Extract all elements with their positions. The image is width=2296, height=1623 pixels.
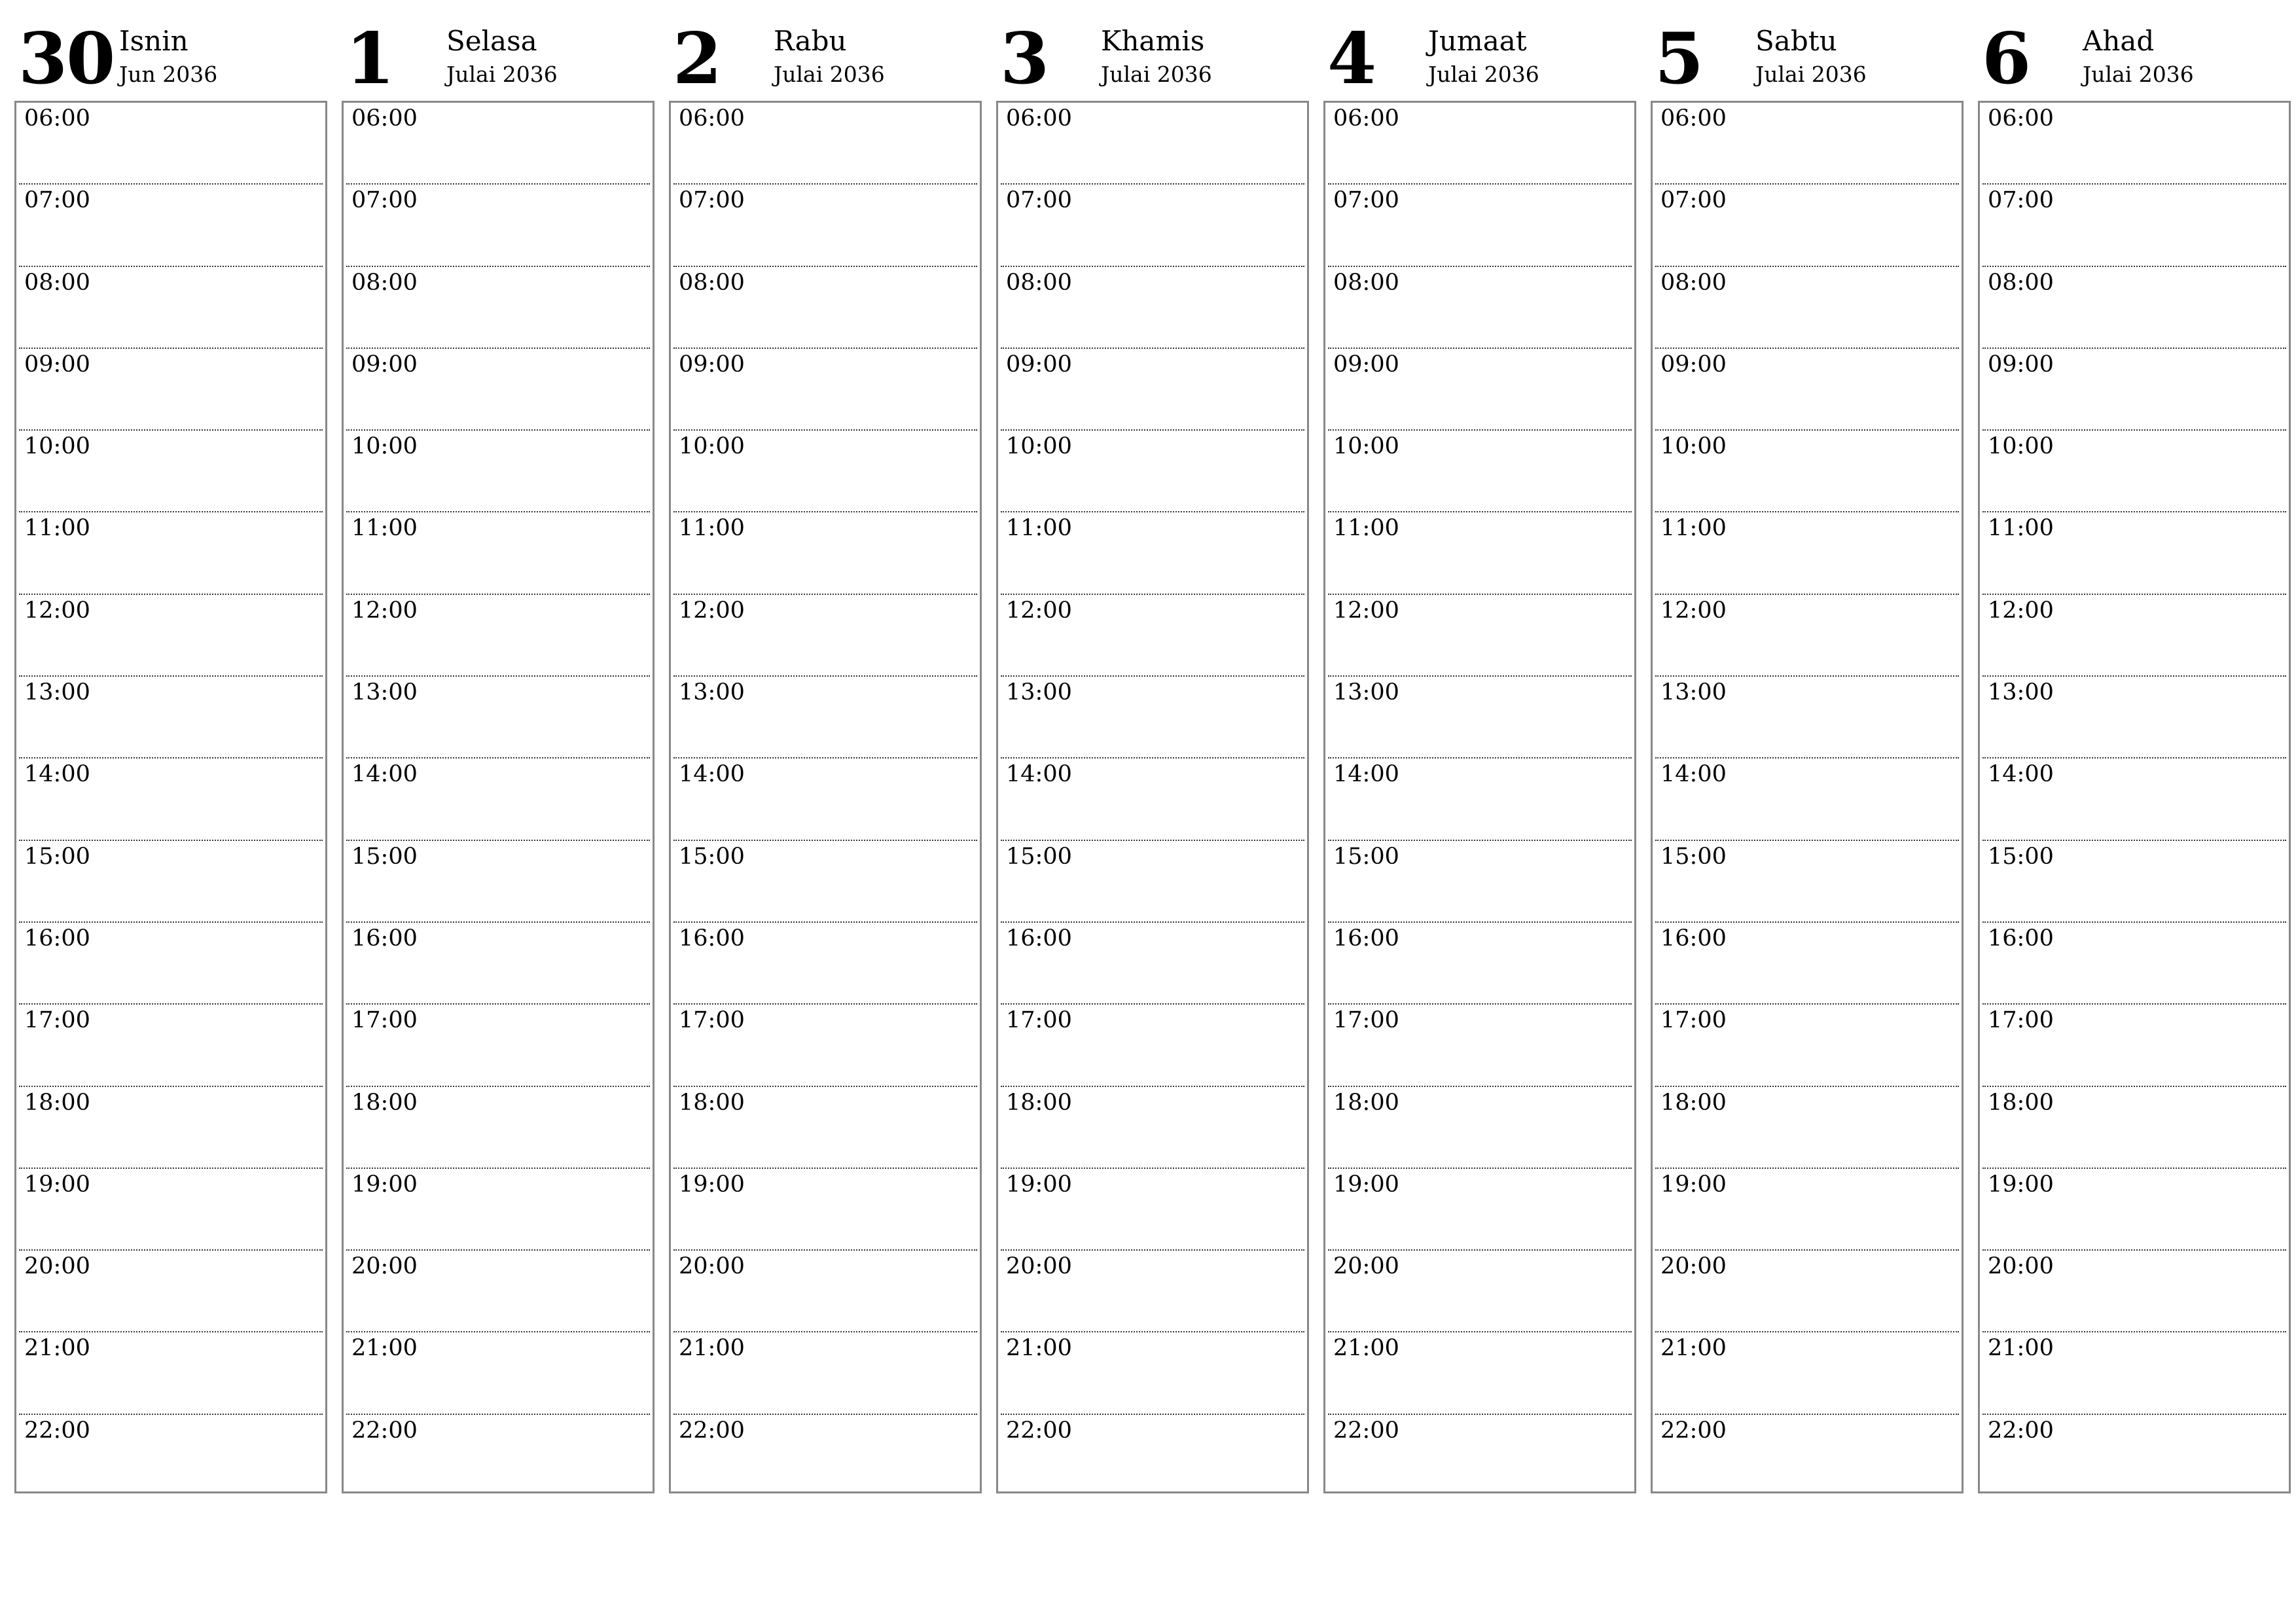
day-header [1651, 20, 1964, 101]
hour-slot[interactable] [1982, 841, 2286, 923]
hour-slot[interactable] [1328, 1087, 1632, 1169]
hour-label: 07:00 [1660, 187, 1727, 214]
hour-slot[interactable] [1982, 1251, 2286, 1332]
hour-slot[interactable] [1001, 267, 1304, 349]
hour-slot[interactable] [19, 841, 323, 923]
hour-label: 17:00 [1333, 1007, 1399, 1034]
hour-label: 18:00 [24, 1089, 90, 1116]
hour-slot[interactable] [346, 512, 650, 594]
hour-label: 10:00 [1006, 433, 1072, 460]
hour-label: 08:00 [24, 269, 90, 296]
hour-label: 09:00 [1988, 351, 2054, 378]
hour-label: 11:00 [24, 515, 90, 542]
hour-slot[interactable] [1655, 841, 1959, 923]
hour-slot[interactable] [1982, 595, 2286, 677]
hour-slot[interactable] [1328, 512, 1632, 594]
hour-slot[interactable] [673, 758, 977, 840]
hour-slot[interactable] [673, 1415, 977, 1497]
hour-label: 12:00 [1660, 597, 1727, 624]
hour-slot[interactable] [673, 103, 977, 185]
day-number: 30 [18, 18, 115, 100]
hour-slot[interactable] [1328, 1332, 1632, 1414]
hour-slot[interactable] [1655, 431, 1959, 512]
day-month: Julai 2036 [1101, 62, 1212, 87]
hour-slot[interactable] [1655, 185, 1959, 266]
hour-slot[interactable] [1982, 185, 2286, 266]
hour-label: 08:00 [1660, 269, 1727, 296]
hour-label: 14:00 [679, 761, 745, 788]
day-column [1651, 20, 1964, 1493]
hour-slot[interactable] [346, 431, 650, 512]
hour-label: 17:00 [679, 1007, 745, 1034]
hour-slot[interactable] [1001, 758, 1304, 840]
day-column [1978, 20, 2291, 1493]
hour-slot[interactable] [1328, 841, 1632, 923]
hour-slot[interactable] [1655, 512, 1959, 594]
hour-slot[interactable] [1328, 923, 1632, 1005]
day-month: Julai 2036 [1755, 62, 1867, 87]
day-column [14, 20, 327, 1493]
hour-label: 06:00 [1660, 105, 1727, 132]
hour-label: 17:00 [1660, 1007, 1727, 1034]
day-header [996, 20, 1309, 101]
hour-label: 13:00 [1988, 679, 2054, 706]
hour-label: 10:00 [679, 433, 745, 460]
hour-slot[interactable] [1655, 595, 1959, 677]
hour-slot[interactable] [1982, 512, 2286, 594]
hour-label: 18:00 [1006, 1089, 1072, 1116]
hour-label: 22:00 [24, 1417, 90, 1444]
hour-slot[interactable] [673, 1251, 977, 1332]
day-name: Khamis [1101, 25, 1205, 57]
hour-slot[interactable] [1001, 595, 1304, 677]
hour-slot[interactable] [1982, 103, 2286, 185]
hour-slot[interactable] [1655, 1087, 1959, 1169]
hour-label: 20:00 [351, 1253, 418, 1280]
hour-label: 19:00 [24, 1171, 90, 1198]
hour-label: 16:00 [351, 925, 418, 952]
day-name: Selasa [446, 25, 537, 57]
day-header [14, 20, 327, 101]
hour-label: 15:00 [24, 843, 90, 870]
hour-label: 14:00 [1006, 761, 1072, 788]
day-month: Julai 2036 [1428, 62, 1539, 87]
hour-slot[interactable] [1982, 1332, 2286, 1414]
hour-slot[interactable] [673, 923, 977, 1005]
hour-label: 12:00 [351, 597, 418, 624]
hour-slot[interactable] [1655, 1251, 1959, 1332]
hour-slot[interactable] [346, 267, 650, 349]
hour-label: 21:00 [1988, 1335, 2054, 1362]
hour-slot[interactable] [1655, 677, 1959, 758]
hour-label: 13:00 [351, 679, 418, 706]
hour-slot[interactable] [673, 1332, 977, 1414]
hour-slot[interactable] [346, 677, 650, 758]
hour-label: 20:00 [24, 1253, 90, 1280]
hour-slot[interactable] [1655, 1005, 1959, 1086]
day-month: Jun 2036 [119, 62, 218, 87]
day-name: Rabu [774, 25, 847, 57]
hour-slot[interactable] [1655, 758, 1959, 840]
hour-label: 09:00 [1006, 351, 1072, 378]
hour-label: 22:00 [1006, 1417, 1072, 1444]
day-name: Isnin [119, 25, 188, 57]
day-name: Ahad [2083, 25, 2155, 57]
hour-label: 15:00 [1006, 843, 1072, 870]
hour-label: 20:00 [1988, 1253, 2054, 1280]
hour-slot[interactable] [346, 595, 650, 677]
hour-slot[interactable] [1001, 1169, 1304, 1251]
hour-slot[interactable] [346, 1332, 650, 1414]
hour-slot[interactable] [1001, 1087, 1304, 1169]
hour-label: 12:00 [1333, 597, 1399, 624]
hour-label: 11:00 [1660, 515, 1727, 542]
hour-label: 07:00 [679, 187, 745, 214]
hour-slot[interactable] [1655, 1415, 1959, 1497]
day-number: 3 [1000, 18, 1049, 100]
hour-label: 17:00 [351, 1007, 418, 1034]
hour-label: 16:00 [1988, 925, 2054, 952]
hour-label: 06:00 [679, 105, 745, 132]
hour-label: 10:00 [351, 433, 418, 460]
hour-label: 18:00 [679, 1089, 745, 1116]
hour-slot[interactable] [346, 185, 650, 266]
day-month: Julai 2036 [774, 62, 885, 87]
hour-slot[interactable] [1328, 349, 1632, 431]
hour-slot[interactable] [346, 758, 650, 840]
hour-slot[interactable] [19, 185, 323, 266]
hour-label: 07:00 [24, 187, 90, 214]
hour-slot[interactable] [346, 841, 650, 923]
hour-slot[interactable] [1982, 431, 2286, 512]
hour-label: 21:00 [24, 1335, 90, 1362]
hour-slot[interactable] [1001, 1332, 1304, 1414]
hours-box [14, 101, 327, 1493]
hour-label: 11:00 [1333, 515, 1399, 542]
hour-label: 18:00 [1988, 1089, 2054, 1116]
hour-label: 14:00 [1333, 761, 1399, 788]
hour-label: 18:00 [351, 1089, 418, 1116]
hour-slot[interactable] [19, 349, 323, 431]
hour-label: 08:00 [351, 269, 418, 296]
day-number: 4 [1327, 18, 1376, 100]
day-column [1323, 20, 1636, 1493]
hour-slot[interactable] [1328, 1251, 1632, 1332]
day-name: Jumaat [1428, 25, 1527, 57]
hour-slot[interactable] [1001, 103, 1304, 185]
hour-label: 20:00 [1333, 1253, 1399, 1280]
hour-label: 06:00 [1988, 105, 2054, 132]
day-number: 2 [673, 18, 721, 100]
hour-label: 07:00 [1006, 187, 1072, 214]
hour-label: 19:00 [1333, 1171, 1399, 1198]
hour-label: 19:00 [1660, 1171, 1727, 1198]
day-name: Sabtu [1755, 25, 1837, 57]
hour-label: 15:00 [1660, 843, 1727, 870]
day-header [669, 20, 982, 101]
hour-label: 15:00 [351, 843, 418, 870]
day-month: Julai 2036 [446, 62, 558, 87]
day-month: Julai 2036 [2083, 62, 2194, 87]
hour-slot[interactable] [19, 103, 323, 185]
hour-label: 20:00 [679, 1253, 745, 1280]
hour-slot[interactable] [19, 1169, 323, 1251]
day-header [1323, 20, 1636, 101]
hour-label: 19:00 [351, 1171, 418, 1198]
hour-slot[interactable] [346, 349, 650, 431]
hour-slot[interactable] [1328, 1415, 1632, 1497]
hour-slot[interactable] [1001, 431, 1304, 512]
hour-slot[interactable] [673, 1005, 977, 1086]
hour-slot[interactable] [673, 1169, 977, 1251]
hours-box [669, 101, 982, 1493]
hour-label: 16:00 [1660, 925, 1727, 952]
hour-slot[interactable] [19, 1251, 323, 1332]
hours-box [1978, 101, 2291, 1493]
hour-label: 12:00 [1006, 597, 1072, 624]
hour-label: 11:00 [1006, 515, 1072, 542]
hour-slot[interactable] [1328, 1005, 1632, 1086]
hour-label: 22:00 [1988, 1417, 2054, 1444]
day-number: 1 [346, 18, 394, 100]
hour-label: 21:00 [351, 1335, 418, 1362]
hour-label: 10:00 [1333, 433, 1399, 460]
hour-label: 06:00 [24, 105, 90, 132]
hour-label: 11:00 [679, 515, 745, 542]
hour-slot[interactable] [1982, 923, 2286, 1005]
hour-label: 10:00 [1988, 433, 2054, 460]
hour-slot[interactable] [1655, 267, 1959, 349]
hour-label: 21:00 [1660, 1335, 1727, 1362]
hour-label: 13:00 [1006, 679, 1072, 706]
hour-slot[interactable] [346, 1251, 650, 1332]
hour-label: 21:00 [679, 1335, 745, 1362]
hour-slot[interactable] [19, 758, 323, 840]
hour-slot[interactable] [19, 512, 323, 594]
hour-slot[interactable] [673, 185, 977, 266]
hour-label: 08:00 [679, 269, 745, 296]
hour-label: 10:00 [1660, 433, 1727, 460]
hour-slot[interactable] [1982, 1087, 2286, 1169]
hour-slot[interactable] [346, 103, 650, 185]
hour-slot[interactable] [1001, 512, 1304, 594]
hour-label: 14:00 [24, 761, 90, 788]
hours-box [1323, 101, 1636, 1493]
hours-box [1651, 101, 1964, 1493]
hour-slot[interactable] [1982, 1005, 2286, 1086]
hour-label: 17:00 [1006, 1007, 1072, 1034]
hour-label: 08:00 [1988, 269, 2054, 296]
hour-slot[interactable] [1982, 267, 2286, 349]
hour-slot[interactable] [19, 431, 323, 512]
hour-label: 22:00 [679, 1417, 745, 1444]
hour-slot[interactable] [1001, 677, 1304, 758]
hour-slot[interactable] [19, 1415, 323, 1497]
hour-slot[interactable] [1328, 267, 1632, 349]
hour-label: 22:00 [351, 1417, 418, 1444]
hour-label: 09:00 [1660, 351, 1727, 378]
hour-label: 17:00 [24, 1007, 90, 1034]
hour-label: 16:00 [24, 925, 90, 952]
hour-slot[interactable] [673, 431, 977, 512]
hour-label: 15:00 [679, 843, 745, 870]
hour-label: 16:00 [1333, 925, 1399, 952]
hour-label: 15:00 [1988, 843, 2054, 870]
hour-label: 09:00 [24, 351, 90, 378]
hour-label: 14:00 [1988, 761, 2054, 788]
hour-label: 20:00 [1006, 1253, 1072, 1280]
hour-slot[interactable] [19, 267, 323, 349]
hour-label: 17:00 [1988, 1007, 2054, 1034]
hour-label: 07:00 [1333, 187, 1399, 214]
hour-label: 16:00 [1006, 925, 1072, 952]
day-number: 6 [1982, 18, 2030, 100]
hour-slot[interactable] [1001, 185, 1304, 266]
day-header [1978, 20, 2291, 101]
hour-label: 11:00 [351, 515, 418, 542]
hour-slot[interactable] [673, 595, 977, 677]
hour-slot[interactable] [19, 923, 323, 1005]
hour-slot[interactable] [1982, 758, 2286, 840]
hour-slot[interactable] [346, 1005, 650, 1086]
hour-slot[interactable] [1655, 1169, 1959, 1251]
hour-slot[interactable] [1982, 677, 2286, 758]
hour-slot[interactable] [1001, 1415, 1304, 1497]
hour-label: 10:00 [24, 433, 90, 460]
hour-slot[interactable] [1982, 349, 2286, 431]
hour-slot[interactable] [673, 512, 977, 594]
hour-label: 09:00 [351, 351, 418, 378]
hour-label: 13:00 [679, 679, 745, 706]
hour-slot[interactable] [1001, 841, 1304, 923]
hour-slot[interactable] [1001, 1251, 1304, 1332]
hour-label: 15:00 [1333, 843, 1399, 870]
hour-slot[interactable] [1001, 923, 1304, 1005]
hour-label: 06:00 [351, 105, 418, 132]
day-number: 5 [1655, 18, 1703, 100]
hour-slot[interactable] [1328, 431, 1632, 512]
hour-label: 22:00 [1333, 1417, 1399, 1444]
weekly-planner [14, 20, 2289, 1493]
hour-label: 12:00 [679, 597, 745, 624]
hour-label: 08:00 [1006, 269, 1072, 296]
hour-slot[interactable] [1001, 349, 1304, 431]
hour-slot[interactable] [673, 267, 977, 349]
hour-slot[interactable] [1655, 923, 1959, 1005]
hour-label: 14:00 [351, 761, 418, 788]
hour-label: 18:00 [1660, 1089, 1727, 1116]
hour-label: 07:00 [351, 187, 418, 214]
hours-box [996, 101, 1309, 1493]
hour-slot[interactable] [346, 1087, 650, 1169]
hour-label: 20:00 [1660, 1253, 1727, 1280]
hour-slot[interactable] [673, 1087, 977, 1169]
hour-label: 22:00 [1660, 1417, 1727, 1444]
hour-slot[interactable] [1655, 103, 1959, 185]
hour-slot[interactable] [673, 349, 977, 431]
hour-slot[interactable] [1982, 1415, 2286, 1497]
hour-slot[interactable] [346, 923, 650, 1005]
hour-label: 21:00 [1006, 1335, 1072, 1362]
hour-label: 14:00 [1660, 761, 1727, 788]
day-header [342, 20, 655, 101]
hour-label: 09:00 [1333, 351, 1399, 378]
hour-label: 08:00 [1333, 269, 1399, 296]
hour-slot[interactable] [1328, 677, 1632, 758]
hour-slot[interactable] [1655, 1332, 1959, 1414]
hour-label: 13:00 [1660, 679, 1727, 706]
hour-slot[interactable] [1001, 1005, 1304, 1086]
hour-label: 11:00 [1988, 515, 2054, 542]
hour-slot[interactable] [1328, 595, 1632, 677]
hour-label: 19:00 [1006, 1171, 1072, 1198]
hour-label: 16:00 [679, 925, 745, 952]
hour-slot[interactable] [1328, 185, 1632, 266]
hour-label: 13:00 [24, 679, 90, 706]
hour-slot[interactable] [346, 1169, 650, 1251]
hour-slot[interactable] [346, 1415, 650, 1497]
hour-slot[interactable] [19, 1087, 323, 1169]
day-column [996, 20, 1309, 1493]
hour-label: 06:00 [1006, 105, 1072, 132]
hour-label: 18:00 [1333, 1089, 1399, 1116]
hour-label: 06:00 [1333, 105, 1399, 132]
hour-slot[interactable] [19, 595, 323, 677]
hour-label: 09:00 [679, 351, 745, 378]
hour-slot[interactable] [19, 1332, 323, 1414]
hour-label: 12:00 [24, 597, 90, 624]
hour-label: 13:00 [1333, 679, 1399, 706]
hour-slot[interactable] [673, 677, 977, 758]
hour-slot[interactable] [19, 1005, 323, 1086]
hour-slot[interactable] [1328, 103, 1632, 185]
hour-slot[interactable] [1655, 349, 1959, 431]
hour-label: 19:00 [1988, 1171, 2054, 1198]
hours-box [342, 101, 655, 1493]
hour-slot[interactable] [1328, 758, 1632, 840]
hour-slot[interactable] [1982, 1169, 2286, 1251]
hour-slot[interactable] [1328, 1169, 1632, 1251]
day-column [669, 20, 982, 1493]
hour-slot[interactable] [19, 677, 323, 758]
hour-label: 07:00 [1988, 187, 2054, 214]
hour-label: 19:00 [679, 1171, 745, 1198]
day-column [342, 20, 655, 1493]
hour-label: 21:00 [1333, 1335, 1399, 1362]
hour-label: 12:00 [1988, 597, 2054, 624]
hour-slot[interactable] [673, 841, 977, 923]
